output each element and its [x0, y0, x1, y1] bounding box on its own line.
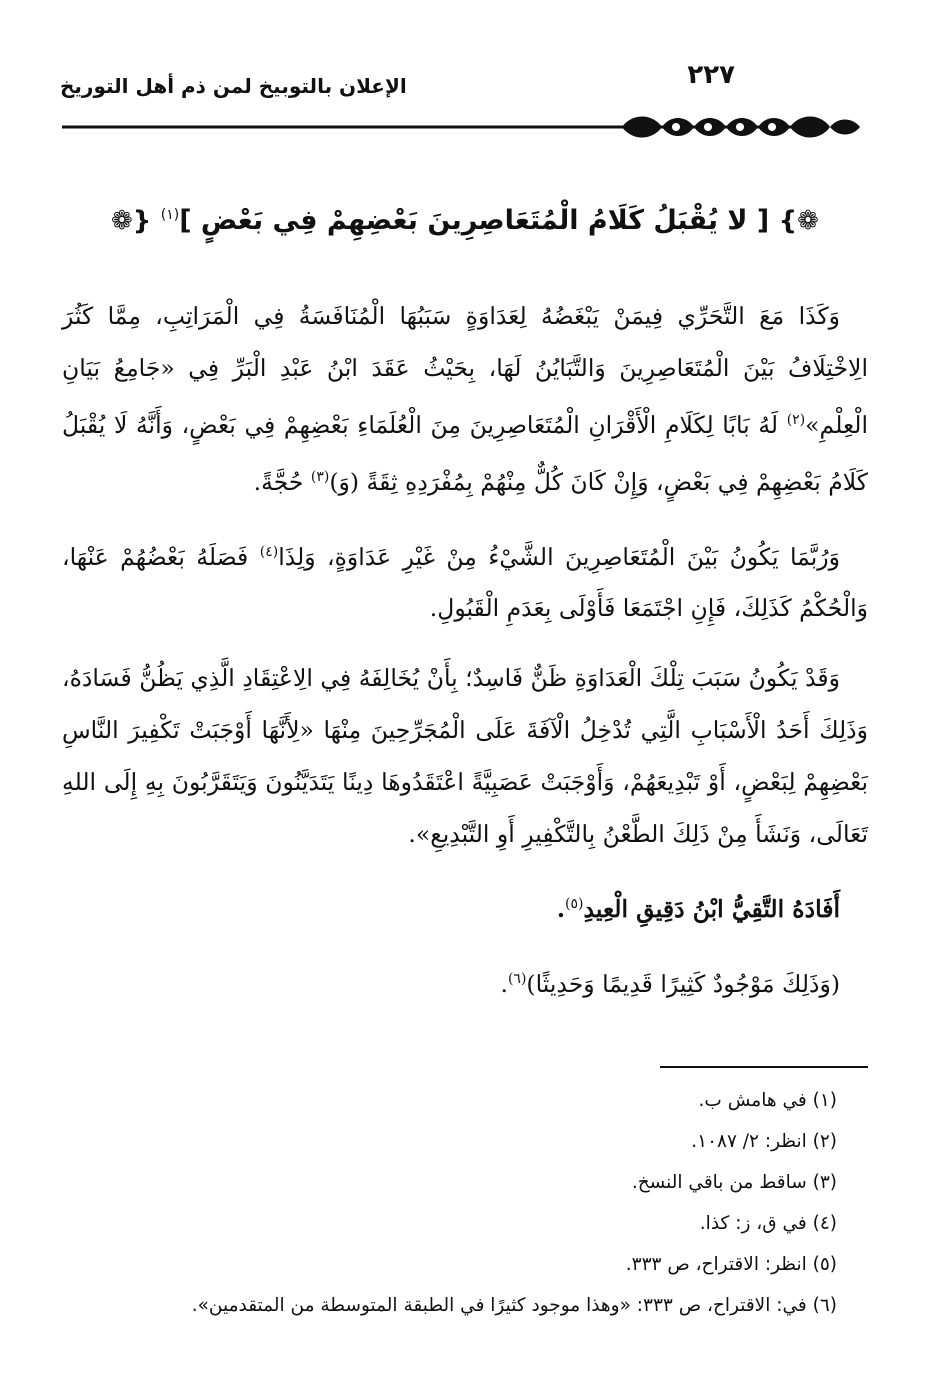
paragraph-text: فَصَلَهُ بَعْضُهُمْ عَنْهَا، وَالْحُكْمُ كَذَلِكَ، فَإِنِ اجْتَمَعَا فَأَوْلَى بِعَدَمِ الْقَبُولِ.: [62, 542, 868, 623]
paragraph-text: وَكَذَا مَعَ التَّحَرِّي فِيمَنْ يَبْغَضُهُ لِعَدَاوَةٍ سَبَبُهَا الْمُنَافَسَةُ فِي الْمَرَاتِبِ، مِمَّا كَثُرَ الِاخْتِلَافُ بَيْنَ الْمُتَعَاصِرِينَ وَالتَّبَايُنُ لَهَا، بِحَيْثُ عَقَدَ ابْنُ عَبْدِ الْبَرِّ فِي «جَامِعُ بَيَانِ الْعِلْمِ»: [62, 302, 868, 439]
body-text: [62, 290, 868, 1028]
footnote: (٢) انظر: ٢/ ١٠٨٧.: [691, 1131, 837, 1152]
footnote: (٥) انظر: الاقتراح، ص ٣٣٣.: [625, 1254, 837, 1275]
paragraph-text: وَرُبَّمَا يَكُونُ بَيْنَ الْمُتَعَاصِرِينَ الشَّيْءُ مِنْ غَيْرِ عَدَاوَةٍ، وَلِذَا: [278, 542, 841, 571]
chapter-title-text: [ لا يُقْبَلُ كَلَامُ الْمُتَعَاصِرِينَ بَعْضِهِمْ فِي بَعْضٍ ]: [179, 205, 770, 236]
footnote: (٣) ساقط من باقي النسخ.: [631, 1172, 837, 1193]
paragraph-text: .: [556, 895, 566, 924]
paragraph: [62, 953, 868, 1010]
page-number: ٢٢٧: [687, 60, 735, 90]
paragraph-text: أَفَادَهُ التَّقِيُّ ابْنُ دَقِيقِ الْعِيدِ: [583, 895, 840, 924]
footnote: (١) في هامش ب.: [698, 1090, 837, 1111]
paragraph-text: حُجَّةً.: [253, 467, 311, 496]
paragraph-text: لَهُ بَابًا لِكَلَامِ الْأَقْرَانِ الْمُتَعَاصِرِينَ مِنَ الْعُلَمَاءِ بَعْضِهِمْ فِي بَعْضٍ، وَأَنَّهُ لَا يُقْبَلُ كَلَامُ بَعْضِهِمْ فِي بَعْضٍ، وَإِنْ كَانَ كُلٌّ مِنْهُمْ بِمُفْرَدِهِ ثِقَةً (وَ): [62, 410, 868, 496]
chapter-title: [100, 205, 830, 236]
paragraph-text: وَقَدْ يَكُونُ سَبَبَ تِلْكَ الْعَدَاوَةِ ظَنٌّ فَاسِدٌ؛ بِأَنْ يُخَالِفَهُ فِي الِاعْتِقَادِ الَّذِي يَظُنُّ فَسَادَهُ، وَذَلِكَ أَحَدُ الْأَسْبَابِ الَّتِي تُدْخِلُ الْآفَةَ عَلَى الْمُجَرِّحِينَ مِنْهَا «لِأَنَّهَا أَوْجَبَتْ تَكْفِيرَ النَّاسِ بَعْضِهِمْ لِبَعْضٍ، أَوْ تَبْدِيعَهُمْ، وَأَوْجَبَتْ عَصَبِيَّةً اعْتَقَدُوهَا دِينًا يَتَدَيَّنُونَ وَيَتَقَرَّبُونَ بِهِ إِلَى اللهِ تَعَالَى، وَنَشَأَ مِنْ ذَلِكَ الطَّعْنُ بِالتَّكْفِيرِ أَوِ التَّبْدِيعِ».: [62, 664, 868, 849]
footnote-ref: (١): [160, 207, 180, 223]
paragraph: [62, 652, 868, 860]
footnote: (٤) في ق، ز: كذا.: [699, 1213, 837, 1234]
paragraph: [62, 290, 868, 508]
footnote-ref: (٤): [259, 543, 279, 560]
paragraph-text: .: [500, 970, 508, 999]
footnote-ref: (٣): [310, 468, 330, 485]
footnote: (٦) في: الاقتراح، ص ٣٣٣: «وهذا موجود كثيرًا في الطبقة المتوسطة من المتقدمين».: [191, 1295, 837, 1316]
title-ornament-right: ❁}: [778, 206, 819, 236]
footnotes: [117, 1080, 837, 1326]
footnote-ref: (٢): [786, 412, 806, 428]
running-title: الإعلان بالتوبيخ لمن ذم أهل التوريخ: [60, 74, 407, 98]
footnote-ref: (٥): [565, 896, 584, 913]
paragraph-text: (وَذَلِكَ مَوْجُودٌ كَثِيرًا قَدِيمًا وَحَدِيثًا): [526, 970, 840, 999]
title-ornament-left: {❁: [111, 206, 152, 236]
footnote-ref: (٦): [507, 971, 527, 988]
paragraph: [62, 878, 868, 935]
header-ornament-rule: [62, 110, 867, 144]
paragraph: [62, 526, 868, 635]
footnote-separator: [660, 1066, 868, 1068]
